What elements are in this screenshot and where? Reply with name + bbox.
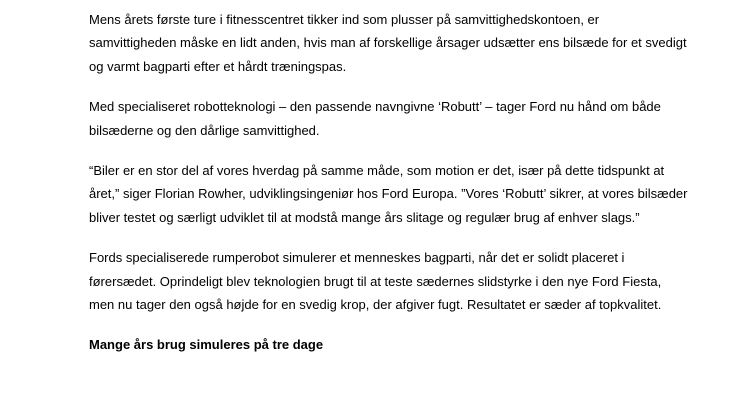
paragraph-robutt: Med specialiseret robotteknologi – den passende navngivne ‘Robutt’ – tager Ford nu hånd om både bilsæderne og den dårlige samvittighed. bbox=[89, 99, 661, 138]
section-heading: Mange års brug simuleres på tre dage bbox=[89, 337, 324, 353]
paragraph-robot: Fords specialiserede rumperobot simulerer et menneskes bagparti, når det er solidt placeret i førersædet. Oprindeligt blev teknologien brugt til at teste sædernes slidstyrke i den nye Ford Fiesta, men nu tager den også højde for en svedig krop, der afgiver fugt. Resultatet er sæder af topkvalitet. bbox=[89, 250, 662, 313]
paragraph-intro: Mens årets første ture i fitnesscentret tikker ind som plusser på samvittighedskontoen, er samvittigheden måske en lidt anden, hvis man af forskellige årsager udsætter ens bilsæde for et svedigt og varmt bagparti efter et hårdt træningspas. bbox=[89, 12, 687, 74]
paragraph-quote: “Biler er en stor del af vores hverdag på samme måde, som motion er det, især på dette tidspunkt at året,” siger Florian Rowher, udviklingsingeniør hos Ford Europa. ”Vores ‘Robutt’ sikrer, at vores bilsæder bliver testet og særligt udviklet til at modstå mange års slitage og regulær brug af enhver slags.” bbox=[89, 163, 688, 225]
document-page bbox=[89, 8, 689, 357]
